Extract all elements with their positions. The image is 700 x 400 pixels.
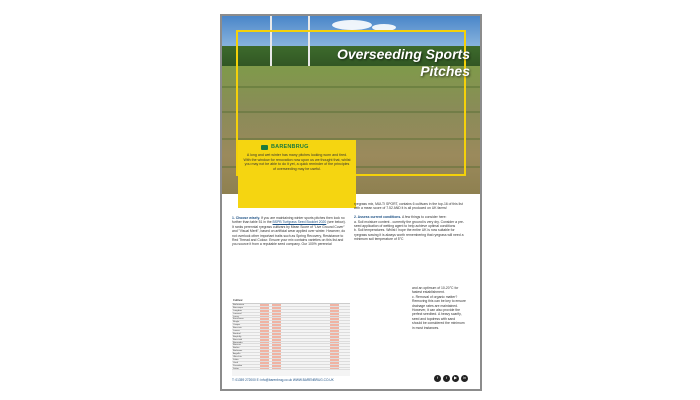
cultivar-name: Barhimax [233,350,243,353]
cultivar-name: Bardual [233,332,241,335]
cultivar-name: EuroGreen [233,318,244,321]
cultivar-name: Angella [233,353,241,356]
cultivar-name: Verdi [233,361,238,364]
cultivar-name: Barcristal [233,338,243,341]
item1-heading: 1. Choose wisely. [232,216,261,220]
intro-box [238,140,356,208]
cultivar-name: Longbow [233,309,242,312]
cultivar-name: Lasso [233,315,239,318]
cultivar-name: Cooper [233,324,241,327]
cultivar-name: Barphilly [233,335,242,338]
cultivar-name: Barcampo [233,306,243,309]
document-page [220,14,482,391]
cultivar-name: Bareuro [233,344,241,347]
table-row [232,368,350,371]
footer-contact: T: 01359 272000 E: info@barenbrug.co.uk WWW.BARENBRUG.CO.UK [232,378,334,382]
item2-heading: 2. Assess current conditions. [354,215,402,220]
right-column: ryegrass mix, MULTI SPORT, contains 6 cultivars in the top-16 of this list with a mean score of 7.52 AND it is all produced on UK farms! 2. Assess current conditions. A few things to consider here: a. Soil moisture content - currently the ground is very dry. Consider a pre-seed application of wetting agent to help achieve optimal conditions b. Soil temperatures. Whilst I hope the entire UK is now suitable for ryegrass sowing it is always worth remembering that ryegrass will need a minimum soil temperature of 5°C [354,202,464,242]
facebook-icon[interactable]: f [434,375,441,382]
cultivar-name: Barfire [233,347,240,350]
cultivar-name: Poseidon [233,364,243,367]
right-column-cont: and an optimum of 10-20°C for fastest establishment. c. Removal of organic matter? Removing this can be key to ensure drainage rates are maintained. However, it can also provide the perfect seedbed. A heavy scarify, seed and topdress with sand should be considered the minimum in most instances. [412,286,466,330]
article-title: Overseeding Sports Pitches [336,46,470,79]
cultivar-name: Zelda [233,358,239,361]
cultivar-name: Barlennium [233,304,245,306]
table-header: Cultivar [232,292,350,304]
cultivar-name: Dakar [233,367,239,370]
booklet-link[interactable]: BSPB Turfgrass Seed Booklet 2020 [272,220,327,225]
cultivar-name: Ultra-Lite [233,356,242,359]
brand-logo: BARENBRUG [261,144,351,150]
cultivar-name: Lanzaral [233,312,242,315]
twitter-icon[interactable]: t [443,375,450,382]
cultivar-table [232,292,350,376]
left-column: 1. Choose wisely. If you are maintaining winter sports pitches then look no further than table 51 in the BSPB Turfgrass Seed Booklet 2020 (see below). It ranks perennial ryegrass cultivars by Mean Score of "Live Ground Cover" and "Visual Merit", based on artificial wear applied over winter. However, do not overlook other important traits such as Spring Recovery, Resistance to Red Thread and Colour. Ensure your mix contains varieties on this list and you source it from a reputable seed company. Our 100% perennial [232,216,346,247]
cultivar-name: Barmadra [233,341,243,344]
cultivar-name: Barcristo [233,327,242,330]
cultivar-name: Ringle [233,321,240,324]
youtube-icon[interactable]: ▶ [452,375,459,382]
intro-text: A long and wet winter has many pitches looking worn and tired. With the window for renovation now upon us we thought that, whilst you may not be able to do it yet, a quick reminder of the principles of overseeding may be useful. [243,153,351,171]
cultivar-name: Lavera [233,330,240,333]
brand-logo-icon [261,145,268,150]
linkedin-icon[interactable]: in [461,375,468,382]
